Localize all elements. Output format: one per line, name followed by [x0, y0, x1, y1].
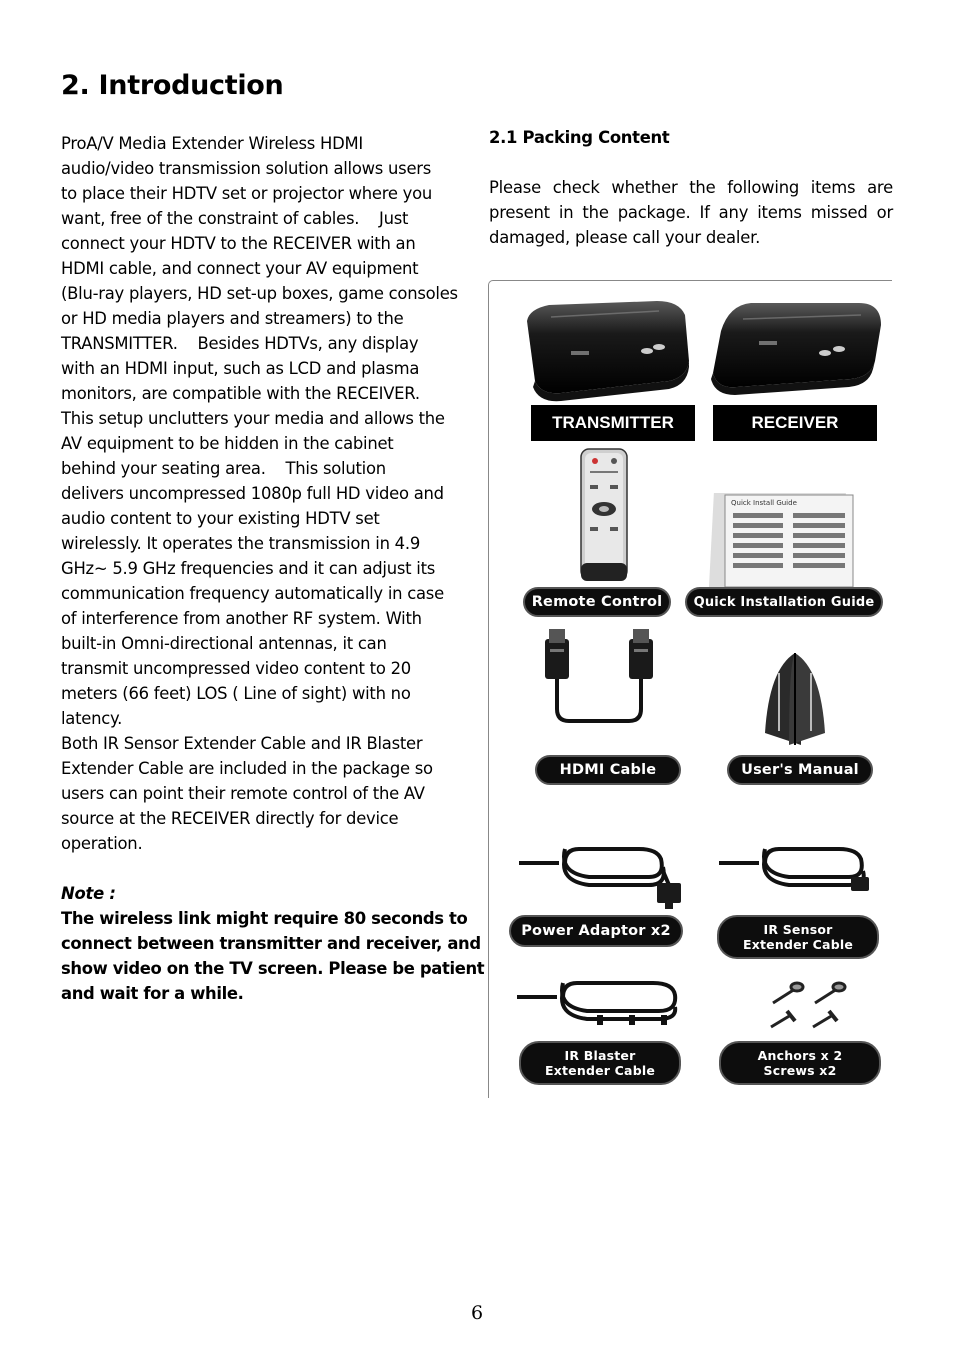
intro-line: behind your seating area. This solution [61, 459, 386, 478]
intro-line: or HD media players and streamers) to the [61, 309, 404, 328]
page-number: 6 [470, 1302, 484, 1324]
receiver-label: RECEIVER [713, 405, 877, 441]
hdmi-cable-icon [545, 629, 653, 721]
power-adaptor-icon [519, 849, 681, 909]
ir-blaster-cable-icon [517, 983, 675, 1025]
users-manual-label: User's Manual [727, 755, 873, 785]
packing-title: 2.1 Packing Content [489, 128, 670, 147]
intro-line: HDMI cable, and connect your AV equipment [61, 259, 419, 278]
note-line: The wireless link might require 80 seconds to [61, 909, 468, 928]
ir-line: users can point their remote control of the AV [61, 784, 425, 803]
remote-control-icon [581, 449, 627, 581]
intro-line: ProA/V Media Extender Wireless HDMI [61, 134, 363, 153]
note-label: Note : [61, 884, 116, 903]
ir-line: Extender Cable are included in the package so [61, 759, 433, 778]
intro-line: communication frequency automatically in case [61, 584, 444, 603]
ir-line: Both IR Sensor Extender Cable and IR Blaster [61, 734, 423, 753]
ir-blaster-label: IR Blaster Extender Cable [519, 1041, 681, 1085]
ir-line: operation. [61, 834, 143, 853]
intro-line: with an HDMI input, such as LCD and plasma [61, 359, 420, 378]
intro-line: of interference from another RF system. With [61, 609, 422, 628]
intro-line: monitors, are compatible with the RECEIVER. [61, 384, 420, 403]
note-line: and wait for a while. [61, 984, 244, 1003]
intro-line: AV equipment to be hidden in the cabinet [61, 434, 394, 453]
note-text [61, 906, 485, 1006]
intro-paragraph [61, 131, 471, 731]
page-title: 2. Introduction [61, 70, 284, 101]
quick-guide-label: Quick Installation Guide [685, 587, 883, 617]
packing-section [489, 125, 893, 250]
anchors-screws-label: Anchors x 2 Screws x2 [719, 1041, 881, 1085]
remote-control-label: Remote Control [523, 587, 671, 617]
intro-line: meters (66 feet) LOS ( Line of sight) with no [61, 684, 411, 703]
hdmi-cable-label: HDMI Cable [535, 755, 681, 785]
ir-sensor-label: IR Sensor Extender Cable [717, 915, 879, 959]
ir-line: source at the RECEIVER directly for device [61, 809, 399, 828]
introduction-text [61, 131, 485, 1006]
intro-line: connect your HDTV to the RECEIVER with an [61, 234, 416, 253]
intro-line: want, free of the constraint of cables. Just [61, 209, 409, 228]
ir-paragraph [61, 731, 471, 856]
quick-guide-icon [709, 493, 853, 589]
intro-line: TRANSMITTER. Besides HDTVs, any display [61, 334, 419, 353]
packing-illustrations [489, 281, 893, 1099]
note-line: connect between transmitter and receiver, and [61, 934, 481, 953]
intro-line: to place their HDTV set or projector where you [61, 184, 433, 203]
intro-line: audio/video transmission solution allows users [61, 159, 432, 178]
transmitter-label: TRANSMITTER [531, 405, 695, 441]
intro-line: (Blu-ray players, HD set-up boxes, game consoles [61, 284, 458, 303]
packing-content-figure [488, 280, 892, 1098]
intro-line: built-in Omni-directional antennas, it can [61, 634, 387, 653]
users-manual-icon [765, 653, 825, 745]
ir-sensor-cable-icon [719, 849, 869, 891]
power-adaptor-label: Power Adaptor x2 [509, 915, 683, 947]
packing-intro: Please check whether the following items are present in the package. If any items missed or damaged, please call your dealer. [489, 178, 893, 247]
guide-cover-text: Quick Install Guide [731, 499, 797, 507]
intro-line: wirelessly. It operates the transmission in 4.9 [61, 534, 420, 553]
intro-line: GHz~ 5.9 GHz frequencies and it can adjust its [61, 559, 436, 578]
intro-line: This setup unclutters your media and allows the [61, 409, 445, 428]
anchors-screws-icon [771, 983, 845, 1027]
intro-line: audio content to your existing HDTV set [61, 509, 380, 528]
note-line: show video on the TV screen. Please be patient [61, 959, 485, 978]
receiver-device-icon [711, 303, 881, 395]
transmitter-device-icon [527, 301, 689, 401]
intro-line: delivers uncompressed 1080p full HD video and [61, 484, 444, 503]
intro-line: latency. [61, 709, 123, 728]
intro-line: transmit uncompressed video content to 20 [61, 659, 411, 678]
